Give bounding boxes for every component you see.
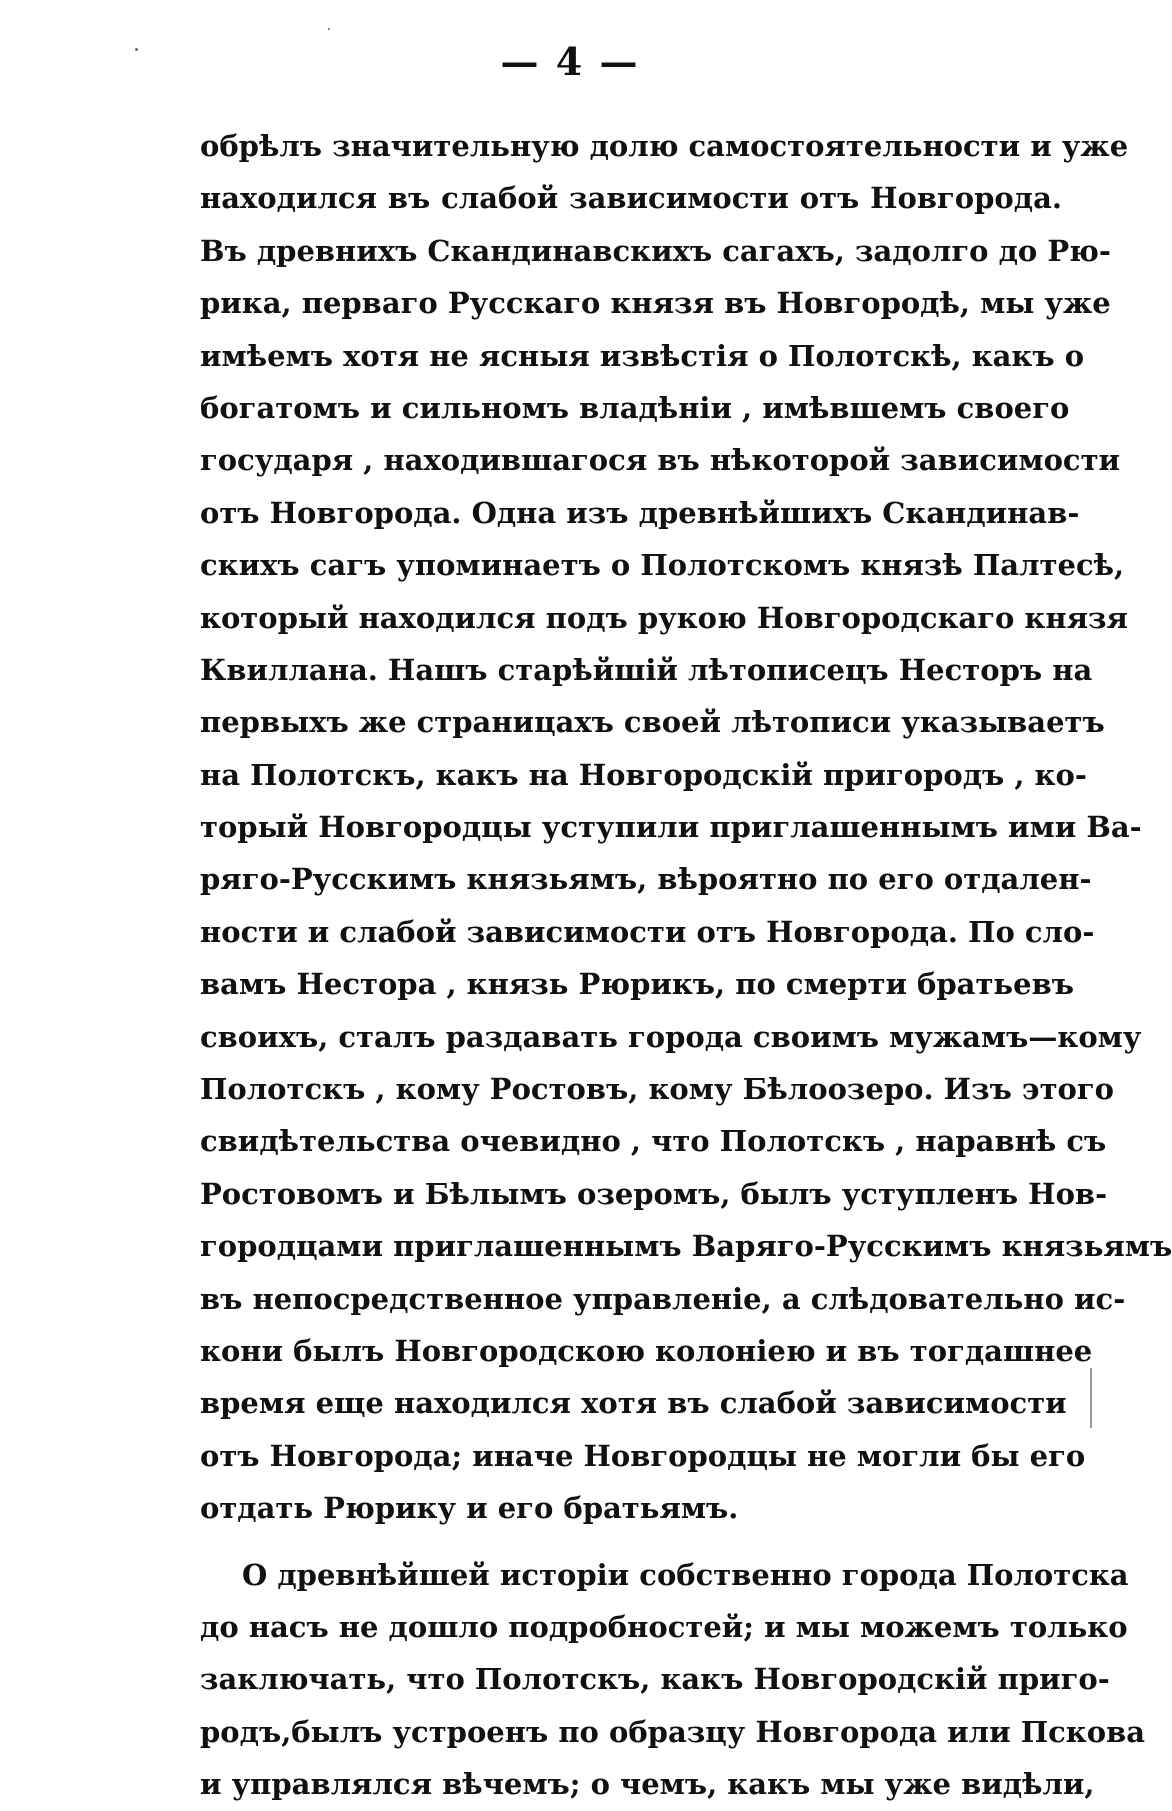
text-line: О древнѣйшей исторіи собственно города Полотска — [242, 1557, 1129, 1592]
text-line: кони былъ Новгородскою колоніею и въ тогдашнее — [200, 1333, 1093, 1368]
text-line: ряго-Русскимъ князьямъ, вѣроятно по его отдален- — [200, 862, 1092, 897]
body-text — [200, 120, 1172, 1811]
text-line: время еще находился хотя въ слабой зависимости — [200, 1386, 1067, 1421]
text-line: рика, перваго Русскаго князя въ Новгородѣ, мы уже — [200, 286, 1111, 321]
text-line: богатомъ и сильномъ владѣніи , имѣвшемъ своего — [200, 390, 1070, 425]
text-line: первыхъ же страницахъ своей лѣтописи указываетъ — [200, 705, 1105, 740]
text-line: своихъ, сталъ раздавать города своимъ мужамъ—кому — [200, 1019, 1142, 1054]
text-line: на Полотскъ, какъ на Новгородскій пригородъ , ко- — [200, 757, 1087, 792]
text-line: вамъ Нестора , князь Рюрикъ, по смерти братьевъ — [200, 967, 1074, 1002]
scan-speck — [328, 28, 330, 30]
text-line: отдать Рюрику и его братьямъ. — [200, 1491, 739, 1526]
text-line: отъ Новгорода; иначе Новгородцы не могли бы его — [200, 1438, 1086, 1473]
text-line: имѣемъ хотя не ясныя извѣстія о Полотскѣ, какъ о — [200, 338, 1085, 373]
paragraph — [200, 120, 1172, 1535]
text-line: городцами приглашеннымъ Варяго-Русскимъ князьямъ — [200, 1229, 1172, 1264]
scan-edge-mark — [1090, 1368, 1092, 1428]
text-line: свидѣтельства очевидно , что Полотскъ , наравнѣ съ — [200, 1124, 1107, 1159]
text-line: Въ древнихъ Скандинавскихъ сагахъ, задолго до Рю- — [200, 233, 1111, 268]
text-line: Ростовомъ и Бѣлымъ озеромъ, былъ уступленъ Нов- — [200, 1176, 1108, 1211]
text-line: и управлялся вѣчемъ; о чемъ, какъ мы уже видѣли, — [200, 1767, 1095, 1802]
text-line: ности и слабой зависимости отъ Новгорода. По сло- — [200, 914, 1095, 949]
page-number: — 4 — — [500, 39, 640, 84]
text-line: находился въ слабой зависимости отъ Новгорода. — [200, 181, 1062, 216]
paragraph-gap — [200, 1535, 1062, 1549]
text-line: родъ,былъ устроенъ по образцу Новгорода или Пскова — [200, 1714, 1146, 1749]
text-line: Квиллана. Нашъ старѣйшій лѣтописецъ Несторъ на — [200, 652, 1093, 687]
text-line: государя , находившагося въ нѣкоторой зависимости — [200, 443, 1121, 478]
text-line: торый Новгородцы уступили приглашеннымъ ими Ва- — [200, 810, 1142, 845]
text-line: скихъ сагъ упоминаетъ о Полотскомъ князѣ Палтесѣ, — [200, 548, 1125, 583]
text-line: заключать, что Полотскъ, какъ Новгородскій приго- — [200, 1662, 1110, 1697]
text-line: Полотскъ , кому Ростовъ, кому Бѣлоозеро. Изъ этого — [200, 1072, 1115, 1107]
paragraph — [200, 1549, 1146, 1811]
text-line: который находился подъ рукою Новгородскаго князя — [200, 600, 1128, 635]
text-line: обрѣлъ значительную долю самостоятельности и уже — [200, 129, 1129, 163]
text-line: отъ Новгорода. Одна изъ древнѣйшихъ Скандинав- — [200, 495, 1080, 530]
text-line: до насъ не дошло подробностей; и мы можемъ только — [200, 1609, 1128, 1644]
text-line: въ непосредственное управленіе, а слѣдовательно ис- — [200, 1281, 1126, 1316]
